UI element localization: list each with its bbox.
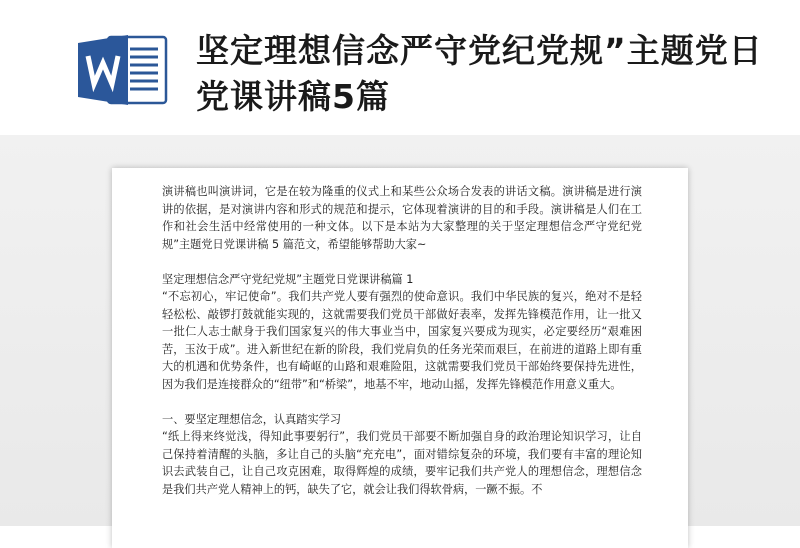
document-page xyxy=(112,168,688,548)
word-document-icon xyxy=(76,33,168,107)
header xyxy=(0,0,800,135)
page-title: 坚定理想信念严守党纪党规”主题党日党课讲稿5篇 xyxy=(196,31,763,116)
intro-paragraph: 演讲稿也叫演讲词，它是在较为隆重的仪式上和某些公众场合发表的讲话文稿。演讲稿是进行演讲的依据，是对演讲内容和形式的规范和提示，它体现着演讲的目的和手段。演讲稿是人们在工作和社会生活中经常使用的一种文体。以下是本站为大家整理的关于坚定理想信念严守党纪党规”主题党日党课讲稿 5 篇范文，希望能够帮助大家~ xyxy=(162,185,642,251)
section-heading: 坚定理想信念严守党纪党规”主题党日党课讲稿篇 1 xyxy=(162,272,414,286)
body-paragraph: “不忘初心，牢记使命”。我们共产党人要有强烈的使命意识。我们中华民族的复兴，绝对不是轻轻松松、敲锣打鼓就能实现的，这就需要我们党员干部做好表率，发挥先锋模范作用，让一批又一批仁人志士献身于我们国家复兴的伟大事业当中，国家复兴要成为现实，必定要经历“艰难困苦，玉汝于成”。进入新世纪在新的阶段，我们党肩负的任务光荣而艰巨，在前进的道路上即有重大的机遇和优势条件，也有崎岖的山路和艰难险阻，这就需要我们党员干部始终要保持先进性，因为我们是连接群众的“纽带”和“桥梁”，地基不牢，地动山摇，发挥先锋模范作用意义重大。 xyxy=(162,290,642,391)
body-paragraph: “纸上得来终觉浅，得知此事要躬行”，我们党员干部要不断加强自身的政治理论知识学习，让自己保持着清醒的头脑，多让自己的头脑“充充电”，面对错综复杂的环境，我们要有丰富的理论知识去武装自己，让自己攻克困难，取得辉煌的成绩，要牢记我们共产党人的理想信念，理想信念是我们共产党人精神上的钙，缺失了它，就会让我们得软骨病，一蹶不振。不 xyxy=(162,430,642,496)
subsection-heading: 一、要坚定理想信念，认真踏实学习 xyxy=(162,412,342,426)
document-body xyxy=(162,183,642,498)
